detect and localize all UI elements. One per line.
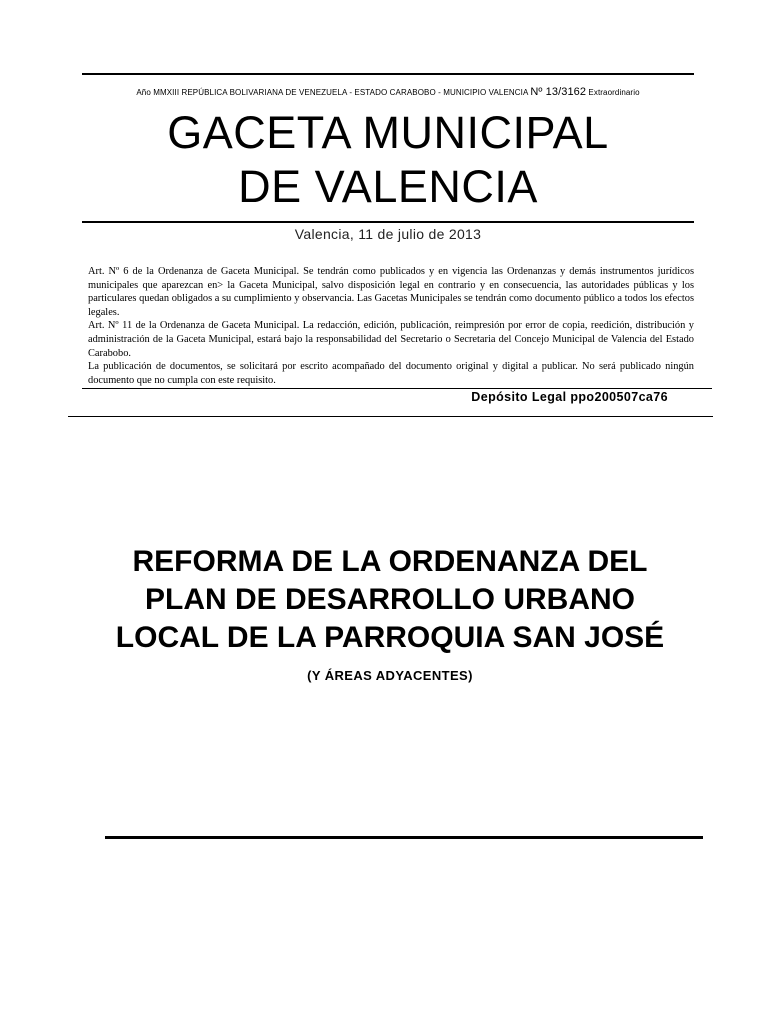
gazette-title [82, 106, 694, 214]
article-11: Art. Nº 11 de la Ordenanza de Gaceta Municipal. La redacción, edición, publicación, reimpresión por error de copia, reedición, distribución y administración de la Gaceta Municipal, estará bajo la responsabilidad del Secretario o Secretaria del Concejo Municipal de Valencia del Estado Carabobo. [88, 320, 694, 359]
document-title-line3: LOCAL DE LA PARROQUIA SAN JOSÉ [115, 621, 665, 654]
header-bottom-rule [68, 416, 713, 417]
articles-rule [82, 388, 712, 389]
document-title-line1: REFORMA DE LA ORDENANZA DEL [132, 545, 648, 578]
top-rule [82, 73, 694, 75]
publication-note: La publicación de documentos, se solicitará por escrito acompañado del documento original y digital a publicar. No será publicado ningún documento que no cumpla con este requisito. [88, 361, 694, 386]
document-title [40, 543, 740, 657]
publication-date: Valencia, 11 de julio de 2013 [294, 226, 482, 242]
gazette-title-line2: DE VALENCIA [238, 161, 538, 212]
document-title-line2: PLAN DE DESARROLLO URBANO [144, 583, 635, 616]
legal-articles [88, 265, 694, 387]
title-rule [82, 221, 694, 223]
issue-number: Nº 13/3162 [530, 86, 587, 98]
document-subtitle: (Y ÁREAS ADYACENTES) [307, 668, 473, 683]
edition-label: Extraordinario [588, 88, 640, 97]
deposito-legal: Depósito Legal ppo200507ca76 [471, 390, 668, 404]
gazette-title-line1: GACETA MUNICIPAL [167, 107, 609, 158]
footer-rule [105, 836, 703, 839]
gazette-header-line [82, 86, 694, 98]
header-top-text: Año MMXIII REPÚBLICA BOLIVARIANA DE VENEZUELA - ESTADO CARABOBO - MUNICIPIO VALENCIA [136, 88, 528, 97]
article-6: Art. Nº 6 de la Ordenanza de Gaceta Municipal. Se tendrán como publicados y en vigencia las Ordenanzas y demás instrumentos jurídicos municipales que aparezcan en> la Gaceta Municipal, salvo disposición legal en contrario y en consecuencia, las autoridades públicas y los particulares quedan obligados a su cumplimiento y observancia. Las Gacetas Municipales se tendrán como documento público a todos los efectos legales. [88, 266, 694, 318]
